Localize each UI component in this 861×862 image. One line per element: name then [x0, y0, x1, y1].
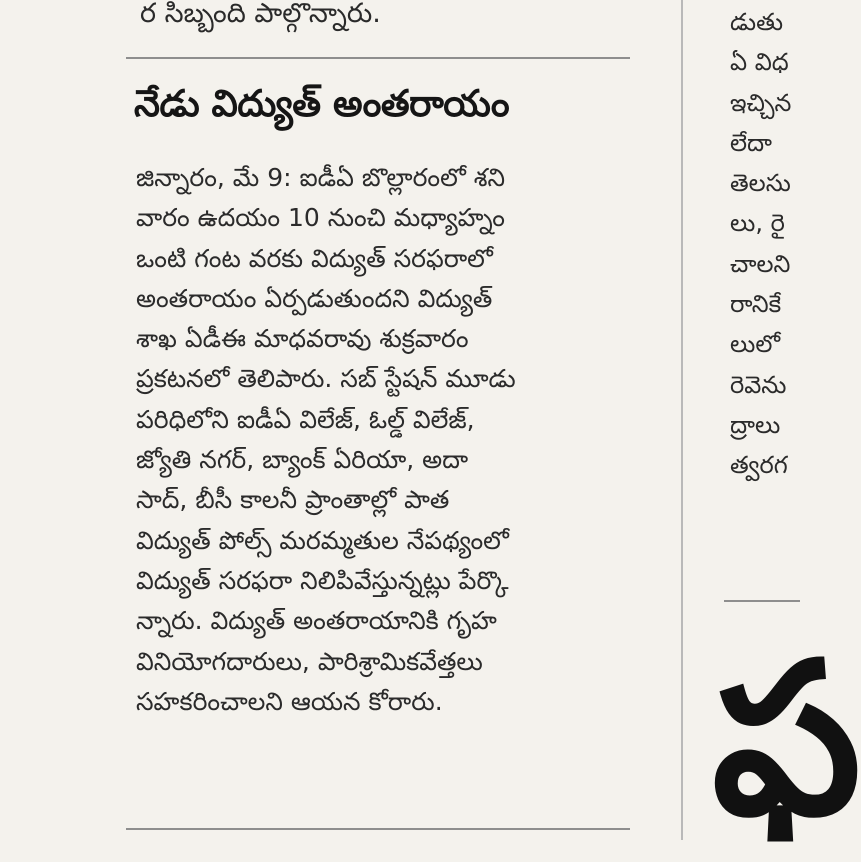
article-body [136, 158, 636, 722]
adjacent-article-line: ద్రాలు [730, 410, 781, 439]
adjacent-article-line: లు, రై [730, 209, 785, 238]
article-body-line: పరిధిలోని ఐడీఏ విలేజ్, ఓల్డ్ విలేజ్, [136, 404, 475, 434]
adjacent-article-rule [724, 600, 800, 602]
article-body-line: ప్రకటనలో తెలిపారు. సబ్ స్టేషన్ మూడు [136, 364, 516, 394]
article-body-line: సహకరించాలని ఆయన కోరారు. [136, 686, 443, 716]
column-separator [681, 0, 683, 840]
adjacent-article-line: త్వరగ [730, 451, 788, 480]
article-headline: నేడు విద్యుత్ అంతరాయం [134, 82, 510, 125]
article-body-line: న్నారు. విద్యుత్ అంతరాయానికి గృహ [136, 606, 497, 636]
article-top-rule [126, 57, 630, 59]
adjacent-article-line: ఇచ్చిన [730, 88, 792, 117]
article-body-line: విద్యుత్ పోల్స్ మరమ్మతుల నేపథ్యంలో [136, 525, 509, 555]
article-body-line: జ్యోతి నగర్, బ్యాంక్ ఏరియా, అదా [136, 445, 469, 475]
article-body-line: వారం ఉదయం 10 నుంచి మధ్యాహ్నం [136, 203, 505, 233]
adjacent-article-line: రెవెను [730, 370, 787, 399]
adjacent-article-line: రానికే [730, 290, 782, 319]
adjacent-article-line: చాలని [730, 249, 791, 278]
article-bottom-rule [126, 828, 630, 830]
adjacent-article-line: డుతు [730, 8, 784, 36]
article-body-line: ఒంటి గంట వరకు విద్యుత్ సరఫరాలో [136, 243, 493, 273]
article-body-line: వినియోగదారులు, పారిశ్రామికవేత్తలు [136, 646, 483, 676]
adjacent-article-line: తెలసు [730, 169, 791, 198]
adjacent-article-line: ఏ విధ [730, 48, 789, 77]
article-body-line: అంతరాయం ఏర్పడుతుందని విద్యుత్ [136, 283, 493, 313]
adjacent-article-line: లేదా [730, 128, 772, 157]
adjacent-article-line: లులో [730, 330, 781, 359]
article-body-line: శాఖ ఏడీఈ మాధవరావు శుక్రవారం [136, 324, 469, 354]
article-body-line: విద్యుత్ సరఫరా నిలిపివేస్తున్నట్లు పేర్కొ [136, 565, 509, 595]
adjacent-headline-fragment: ఫ [712, 617, 861, 862]
adjacent-article-fragment [730, 2, 800, 486]
previous-article-tail: ర సిబ్బంది పాల్గొన్నారు. [140, 0, 381, 29]
article-body-line: సాద్, బీసీ కాలనీ ప్రాంతాల్లో పాత [136, 485, 450, 515]
article-body-line: జిన్నారం, మే 9: ఐడీఏ బొల్లారంలో శని [136, 163, 506, 192]
